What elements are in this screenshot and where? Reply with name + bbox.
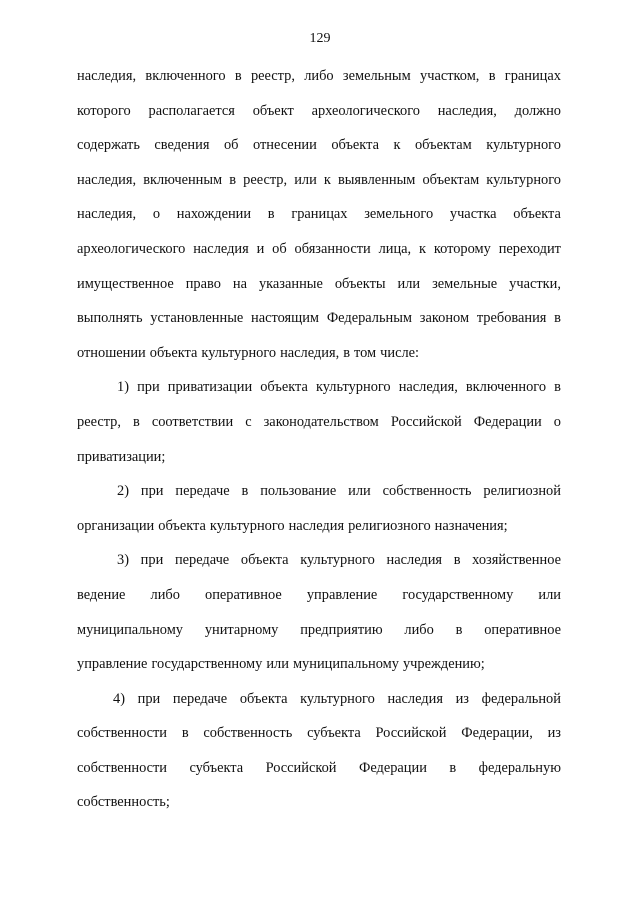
word: о: [553, 413, 561, 430]
word: собственности: [77, 759, 168, 776]
word: объекты: [334, 275, 386, 292]
word: управление: [306, 586, 378, 603]
word: учреждению;: [402, 656, 485, 673]
word: законом: [419, 310, 470, 327]
text-line: [77, 716, 561, 751]
word: Федеральным: [326, 310, 413, 327]
text-line: [77, 543, 561, 578]
word: должно: [514, 102, 561, 119]
word: содержать: [77, 137, 140, 154]
word: или: [538, 586, 561, 603]
word: в: [449, 759, 457, 776]
word: участка: [449, 206, 497, 223]
word: наследия,: [280, 344, 340, 361]
word: границах: [291, 206, 348, 223]
word: к: [419, 240, 427, 257]
word: нахождении: [176, 206, 252, 223]
word: об: [272, 240, 287, 257]
word: либо: [150, 586, 180, 603]
word: государственному: [151, 656, 263, 673]
text-line: [77, 647, 561, 682]
word: субъекта: [189, 759, 244, 776]
word: в: [554, 379, 561, 396]
word: объектам: [422, 171, 480, 188]
word: на: [232, 275, 247, 292]
word: к: [393, 137, 401, 154]
word: пользование: [260, 483, 337, 500]
word: Российской: [390, 413, 462, 430]
word: сведения: [154, 137, 210, 154]
word: в: [234, 68, 242, 84]
text-line: [77, 128, 561, 163]
word: в: [229, 171, 237, 188]
word: наследия: [288, 517, 345, 534]
word: объекта: [331, 137, 379, 154]
word: федеральной: [481, 690, 561, 707]
word: реестр,: [77, 413, 121, 430]
word: оперативное: [484, 621, 561, 638]
word: в: [488, 68, 496, 84]
word: объектам: [414, 137, 472, 154]
word: Федерации,: [461, 725, 533, 742]
word: собственности: [77, 725, 168, 742]
word: государственному: [402, 586, 514, 603]
word: приватизации;: [77, 448, 166, 465]
word: выполнять: [77, 310, 143, 327]
word: археологического: [311, 102, 420, 119]
word: религиозного: [348, 517, 431, 534]
word: включенным: [143, 171, 223, 188]
word: лица,: [378, 240, 412, 257]
word: выявленным: [337, 171, 416, 188]
word: 4): [113, 690, 125, 707]
word: собственность;: [77, 794, 170, 811]
word: в: [453, 552, 461, 569]
word: передаче: [172, 690, 228, 707]
word: оперативное: [205, 586, 282, 603]
text-line: [77, 336, 561, 371]
word: при: [137, 690, 161, 707]
word: право: [185, 275, 221, 292]
word: ведение: [77, 586, 126, 603]
word: религиозной: [483, 483, 561, 500]
word: которому: [433, 240, 491, 257]
word: земельные: [432, 275, 498, 292]
word: в: [241, 483, 249, 500]
word: либо: [304, 68, 334, 84]
word: наследия: [386, 552, 443, 569]
word: к: [323, 171, 331, 188]
text-line: [77, 474, 561, 509]
text-line: [77, 94, 561, 129]
word: реестр,: [243, 171, 288, 188]
word: наследия,: [77, 206, 137, 223]
word: культурного: [315, 379, 391, 396]
word: с: [245, 413, 252, 430]
word: включенного: [145, 68, 226, 84]
text-line: [77, 785, 561, 820]
word: муниципальному: [292, 656, 399, 673]
word: Российской: [375, 725, 447, 742]
word: объекта: [513, 206, 561, 223]
word: участком,: [420, 68, 480, 84]
word: объекта: [239, 690, 288, 707]
word: располагается: [148, 102, 235, 119]
word: организации: [77, 517, 155, 534]
word: культурного: [300, 552, 375, 569]
word: Российской: [265, 759, 337, 776]
word: собственность: [203, 725, 293, 742]
word: объекта: [260, 379, 308, 396]
word: или: [294, 171, 317, 188]
word: при: [140, 552, 164, 569]
word: культурного: [201, 344, 277, 361]
word: унитарному: [204, 621, 279, 638]
word: при: [137, 379, 160, 396]
text-line: [77, 509, 561, 544]
word: в: [455, 621, 463, 638]
word: наследия,: [77, 171, 137, 188]
word: из: [547, 725, 561, 742]
word: или: [348, 483, 371, 500]
word: 2): [117, 483, 129, 500]
word: наследия,: [77, 68, 137, 84]
word: хозяйственное: [472, 552, 561, 569]
word: 1): [117, 379, 129, 396]
word: из: [455, 690, 469, 707]
word: о: [152, 206, 161, 223]
word: земельным: [342, 68, 411, 84]
text-line: [77, 232, 561, 267]
text-line: [77, 59, 561, 94]
word: имущественное: [77, 275, 174, 292]
text-line: [77, 751, 561, 786]
word: в: [343, 344, 350, 361]
word: Федерации: [473, 413, 542, 430]
text-line: [77, 197, 561, 232]
word: обязанности: [294, 240, 371, 257]
word: которого: [77, 102, 131, 119]
word: объекта: [158, 517, 206, 534]
word: или: [266, 656, 289, 673]
word: передаче: [175, 483, 230, 500]
word: том: [353, 344, 377, 361]
word: наследия: [193, 240, 249, 257]
word: границах: [504, 68, 561, 84]
text-line: [77, 163, 561, 198]
text-line: [77, 405, 561, 440]
word: в: [181, 725, 189, 742]
word: культурного: [209, 517, 285, 534]
word: субъекта: [307, 725, 361, 742]
word: собственность: [382, 483, 472, 500]
word: переходит: [498, 240, 561, 257]
text-line: [77, 682, 561, 717]
body-text: [77, 59, 561, 820]
page-number: 129: [309, 31, 331, 46]
word: соответствии: [151, 413, 234, 430]
word: и: [256, 240, 265, 257]
text-line: [77, 440, 561, 475]
word: объекта: [149, 344, 198, 361]
word: муниципальному: [77, 621, 183, 638]
text-line: [77, 370, 561, 405]
word: земельного: [364, 206, 434, 223]
word: указанные: [258, 275, 323, 292]
text-line: [77, 613, 561, 648]
word: культурного: [300, 690, 375, 707]
word: или: [397, 275, 421, 292]
word: в: [133, 413, 140, 430]
word: 3): [117, 552, 129, 569]
word: реестр,: [250, 68, 295, 84]
word: управление: [77, 656, 148, 673]
text-line: [77, 267, 561, 302]
word: законодательством: [263, 413, 379, 430]
word: наследия,: [437, 102, 497, 119]
word: культурного: [486, 137, 561, 154]
word: либо: [404, 621, 434, 638]
word: отнесении: [253, 137, 317, 154]
word: предприятию: [300, 621, 383, 638]
word: требования: [476, 310, 547, 327]
word: включенного: [465, 379, 547, 396]
word: федеральную: [478, 759, 561, 776]
text-line: [77, 578, 561, 613]
word: об: [223, 137, 239, 154]
word: при: [140, 483, 164, 500]
word: объекта: [240, 552, 289, 569]
text-line: [77, 301, 561, 336]
word: Федерации: [358, 759, 427, 776]
word: приватизации: [167, 379, 253, 396]
word: назначения;: [434, 517, 508, 534]
word: передаче: [174, 552, 230, 569]
word: установленные: [150, 310, 244, 327]
word: в: [554, 310, 561, 327]
word: культурного: [486, 171, 561, 188]
word: в: [267, 206, 275, 223]
word: археологического: [77, 240, 186, 257]
word: объект: [252, 102, 294, 119]
word: участки,: [509, 275, 561, 292]
word: наследия: [387, 690, 443, 707]
word: числе:: [380, 344, 420, 361]
word: наследия,: [398, 379, 458, 396]
word: отношении: [77, 344, 146, 361]
word: настоящим: [251, 310, 320, 327]
